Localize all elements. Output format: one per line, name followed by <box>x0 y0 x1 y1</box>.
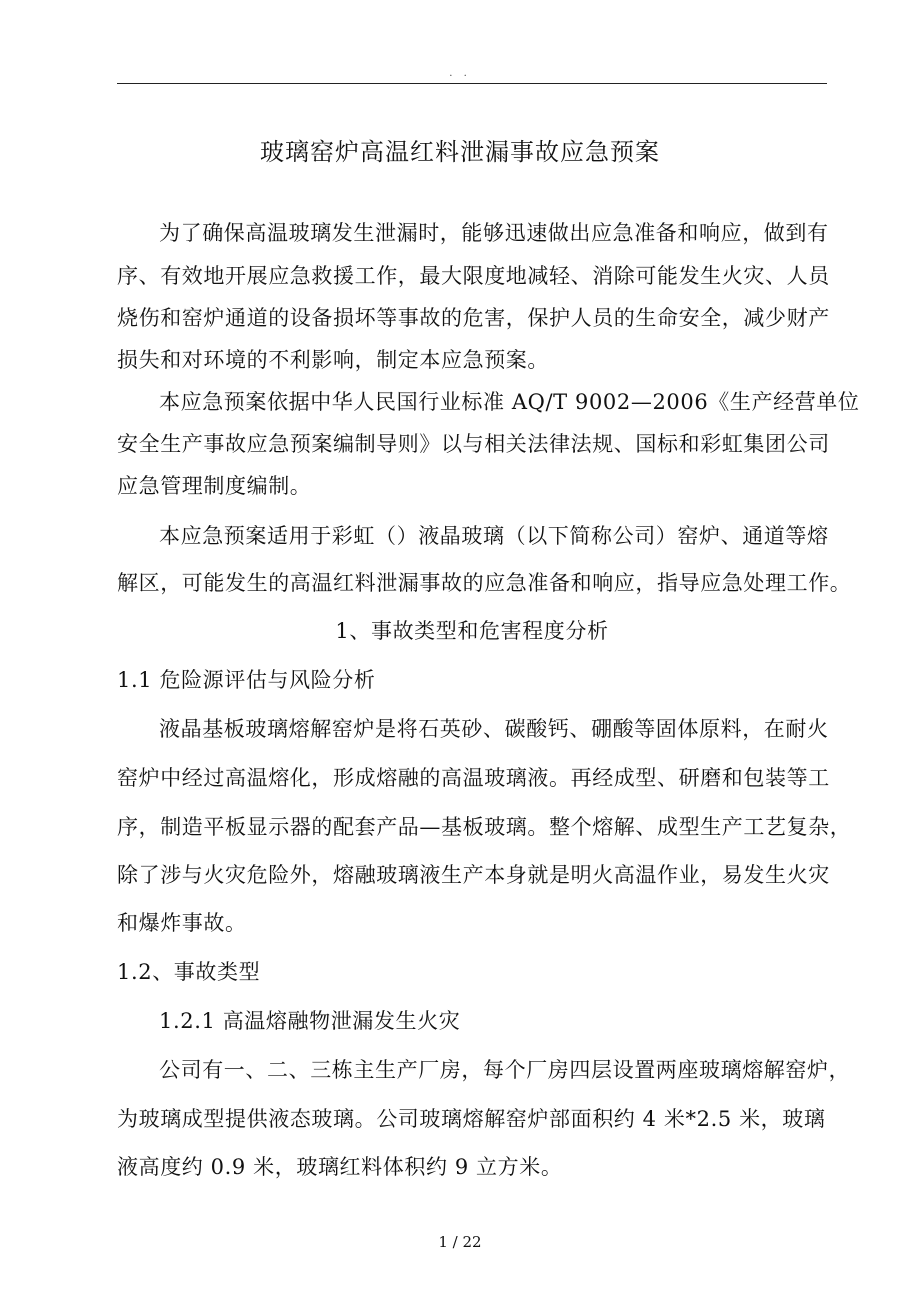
paragraph-line: 损失和对环境的不利影响，制定本应急预案。 <box>117 348 549 372</box>
section-heading: 1、事故类型和危害程度分析 <box>335 619 609 643</box>
paragraph-line: 和爆炸事故。 <box>117 911 247 935</box>
paragraph-line: 烧伤和窑炉通道的设备损坏等事故的危害，保护人员的生命安全，减少财产 <box>117 306 830 330</box>
paragraph-line: 序，制造平板显示器的配套产品—基板玻璃。整个熔解、成型生产工艺复杂， <box>117 815 852 839</box>
page-number: 1 / 22 <box>438 1233 482 1251</box>
paragraph-line: 应急管理制度编制。 <box>117 474 312 498</box>
paragraph-line: 本应急预案适用于彩虹（）液晶玻璃（以下简称公司）窑炉、通道等熔 <box>159 524 829 548</box>
paragraph-line: 窑炉中经过高温熔化，形成熔融的高温玻璃液。再经成型、研磨和包装等工 <box>117 766 830 790</box>
paragraph-line: 安全生产事故应急预案编制导则》以与相关法律法规、国标和彩虹集团公司 <box>117 432 830 456</box>
paragraph-line: 公司有一、二、三栋主生产厂房，每个厂房四层设置两座玻璃熔解窑炉， <box>159 1058 851 1082</box>
paragraph-line: 解区，可能发生的高温红料泄漏事故的应急准备和响应，指导应急处理工作。 <box>117 571 852 595</box>
header-rule <box>117 83 827 84</box>
subsection-heading: 1.2.1 高温熔融物泄漏发生火灾 <box>159 1009 461 1033</box>
paragraph-line: 为玻璃成型提供液态玻璃。公司玻璃熔解窑炉部面积约 4 米*2.5 米，玻璃 <box>117 1107 826 1131</box>
paragraph-line: 序、有效地开展应急救援工作，最大限度地减轻、消除可能发生火灾、人员 <box>117 264 830 288</box>
paragraph-line: 除了涉与火灾危险外，熔融玻璃液生产本身就是明火高温作业，易发生火灾 <box>117 863 830 887</box>
header-mark: . . <box>449 68 471 79</box>
subsection-heading: 1.2、事故类型 <box>117 960 261 984</box>
subsection-heading: 1.1 危险源评估与风险分析 <box>117 668 376 692</box>
paragraph-line: 液高度约 0.9 米，玻璃红料体积约 9 立方米。 <box>117 1155 563 1179</box>
paragraph-line: 本应急预案依据中华人民国行业标准 AQ/T 9002—2006《生产经营单位 <box>159 390 860 414</box>
document-title: 玻璃窑炉高温红料泄漏事故应急预案 <box>260 138 660 166</box>
paragraph-line: 为了确保高温玻璃发生泄漏时，能够迅速做出应急准备和响应，做到有 <box>159 221 829 245</box>
paragraph-line: 液晶基板玻璃熔解窑炉是将石英砂、碳酸钙、硼酸等固体原料，在耐火 <box>159 717 829 741</box>
